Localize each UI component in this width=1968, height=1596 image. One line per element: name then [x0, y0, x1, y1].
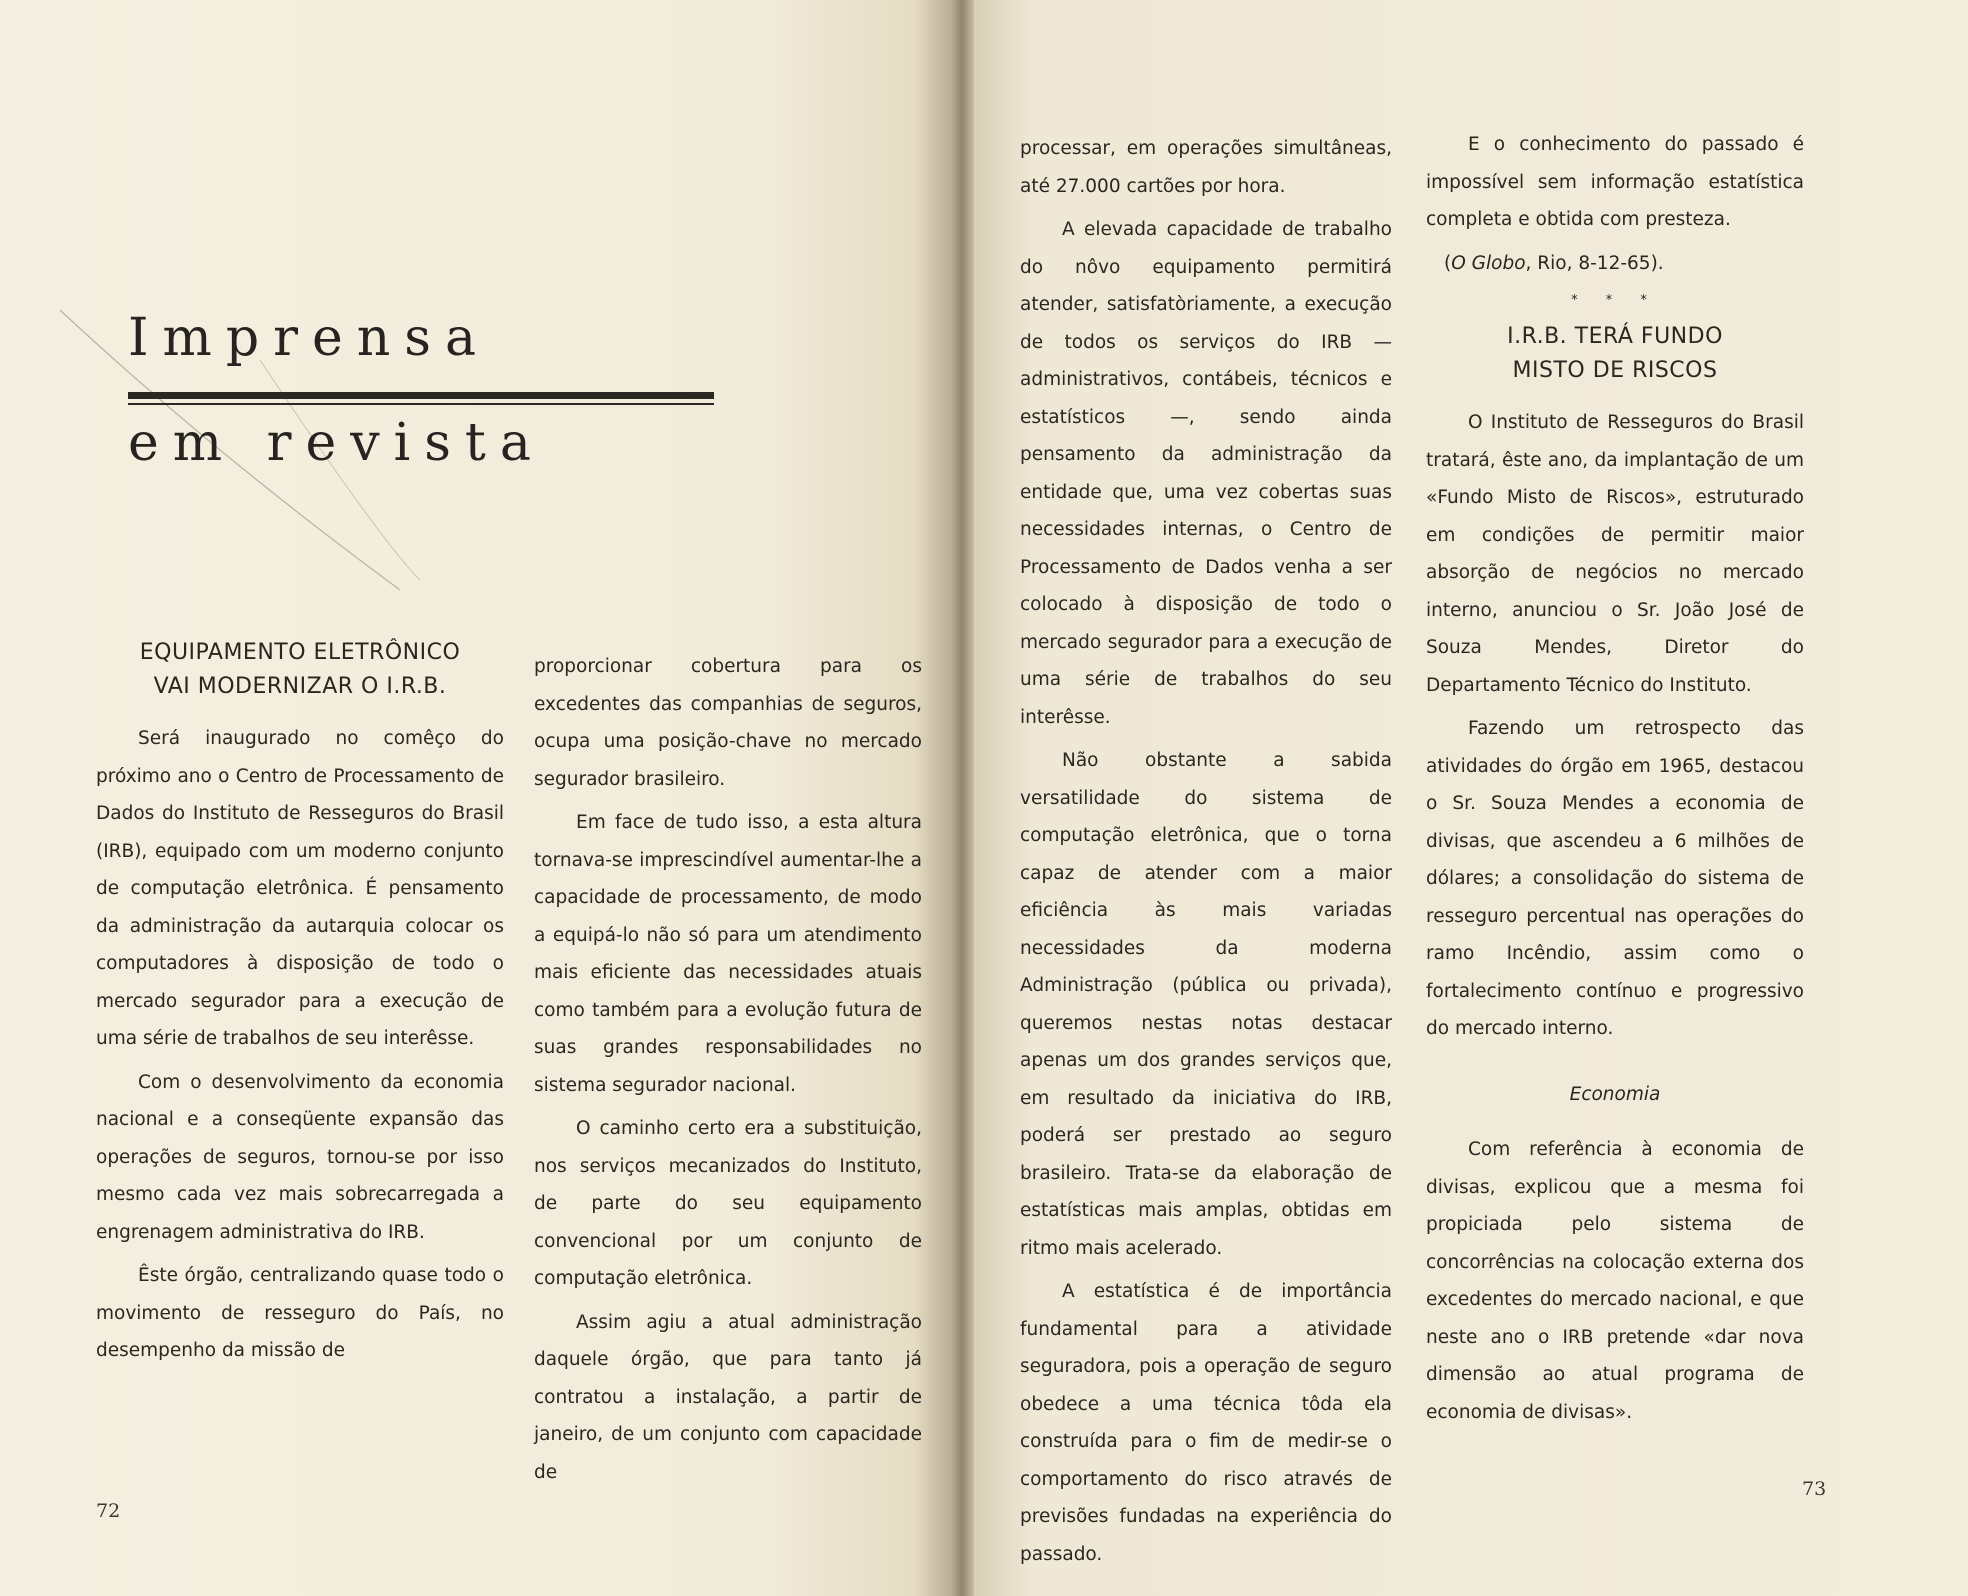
column-3: [1020, 130, 1392, 1579]
book-gutter: [952, 0, 974, 1596]
right-page: [974, 0, 1968, 1596]
article-1-headline: [96, 636, 504, 704]
masthead: [128, 308, 718, 473]
paragraph: Será inaugurado no comêço do próximo ano o Centro de Processamento de Dados do Instituto de Resseguros do Brasil (IRB), equipado com um moderno conjunto de computação eletrônica. É pensamento da administração da autarquia colocar os computadores à disposição de todo o mercado segurador para a execução de uma série de trabalhos de seu interêsse.: [96, 728, 504, 1049]
paragraph: O caminho certo era a substituição, nos serviços mecanizados do Instituto, de parte do seu equipamento convencional por um conjunto de computação eletrônica.: [534, 1118, 922, 1289]
citation-source: O Globo: [1451, 252, 1526, 274]
article-2-headline-line1: I.R.B. TERÁ FUNDO: [1507, 324, 1723, 349]
paragraph: Êste órgão, centralizando quase todo o movimento de resseguro do País, no desempenho da missão de: [96, 1265, 504, 1361]
paragraph: Com referência à economia de divisas, explicou que a mesma foi propiciada pelo sistema de concorrências na colocação externa dos excedentes do mercado nacional, e que neste ano o IRB pretende «dar nova dimensão ao atual programa de economia de divisas».: [1426, 1139, 1804, 1423]
page-number-right: 73: [1802, 1478, 1827, 1500]
column-2: [534, 648, 922, 1497]
masthead-line1: Imprensa: [128, 308, 490, 368]
column-4: [1426, 126, 1804, 1437]
paragraph: A elevada capacidade de trabalho do nôvo equipamento permitirá atender, satisfatòriamente, a execução de todos os serviços do IRB — administrativos, contábeis, técnicos e estatísticos —, sendo ainda pensamento da administração da entidade que, uma vez cobertas suas necessidades internas, o Centro de Processamento de Dados venha a ser colocado à disposição de todo o mercado segurador para a execução de uma série de trabalhos do seu interêsse.: [1020, 219, 1392, 728]
column-1: [96, 636, 504, 1376]
article-1-headline-line2: VAI MODERNIZAR O I.R.B.: [153, 674, 447, 699]
paragraph: Assim agiu a atual administração daquele órgão, que para tanto já contratou a instalação, a partir de janeiro, de um conjunto com capacidade de: [534, 1311, 922, 1483]
paragraph: O Instituto de Resseguros do Brasil tratará, êste ano, da implantação de um «Fundo Misto de Riscos», estruturado em condições de permitir maior absorção de negócios no mercado interno, anunciou o Sr. João José de Souza Mendes, Diretor do Departamento Técnico do Instituto.: [1426, 412, 1804, 696]
paragraph: Fazendo um retrospecto das atividades do órgão em 1965, destacou o Sr. Souza Mendes a economia de divisas, que ascendeu a 6 milhões de dólares; a consolidação do sistema de resseguro percentual nas operações do ramo Incêndio, assim como o fortalecimento contínuo e progressivo do mercado interno.: [1426, 718, 1804, 1039]
article-2-headline: [1426, 320, 1804, 388]
paragraph: Não obstante a sabida versatilidade do sistema de computação eletrônica, que o torna capaz de atender com a maior eficiência às mais variadas necessidades da moderna Administração (pública ou privada), queremos nestas notas destacar apenas um dos grandes serviços que, em resultado da iniciativa do IRB, poderá ser prestado ao seguro brasileiro. Trata-se da elaboração de estatísticas mais amplas, obtidas em ritmo mais acelerado.: [1020, 750, 1392, 1259]
article-1-headline-line1: EQUIPAMENTO ELETRÔNICO: [139, 640, 461, 665]
page-number-left: 72: [96, 1500, 121, 1522]
paragraph: Com o desenvolvimento da economia nacional e a conseqüente expansão das operações de seguros, tornou-se por isso mesmo cada vez mais sobrecarregada a engrenagem administrativa do IRB.: [96, 1071, 504, 1243]
masthead-rule: [128, 392, 714, 399]
paragraph: Em face de tudo isso, a esta altura tornava-se imprescindível aumentar-lhe a capacidade de processamento, de modo a equipá-lo não só para um atendimento mais eficiente das necessidades atuais como também para a evolução futura de suas grandes responsabilidades no sistema segurador nacional.: [534, 812, 922, 1096]
masthead-rule-thin: [128, 403, 714, 405]
paragraph-continued: proporcionar cobertura para os excedentes das companhias de seguros, ocupa uma posição-chave no mercado segurador brasileiro.: [534, 656, 922, 790]
section-subhead: Economia: [1569, 1083, 1661, 1105]
paragraph: E o conhecimento do passado é impossível sem informação estatística completa e obtida com presteza.: [1426, 134, 1804, 230]
citation: (O Globo, Rio, 8-12-65).: [1444, 252, 1664, 274]
separator-stars: * * *: [1571, 293, 1659, 308]
paragraph-continued: processar, em operações simultâneas, até 27.000 cartões por hora.: [1020, 138, 1392, 197]
article-2-headline-line2: MISTO DE RISCOS: [1512, 358, 1718, 383]
left-page: [0, 0, 952, 1596]
masthead-line2: em revista: [128, 413, 545, 473]
paragraph: A estatística é de importância fundamental para a atividade seguradora, pois a operação de seguro obedece a uma técnica tôda ela construída para o fim de medir-se o comportamento do risco através de previsões fundadas na experiência do passado.: [1020, 1281, 1392, 1565]
